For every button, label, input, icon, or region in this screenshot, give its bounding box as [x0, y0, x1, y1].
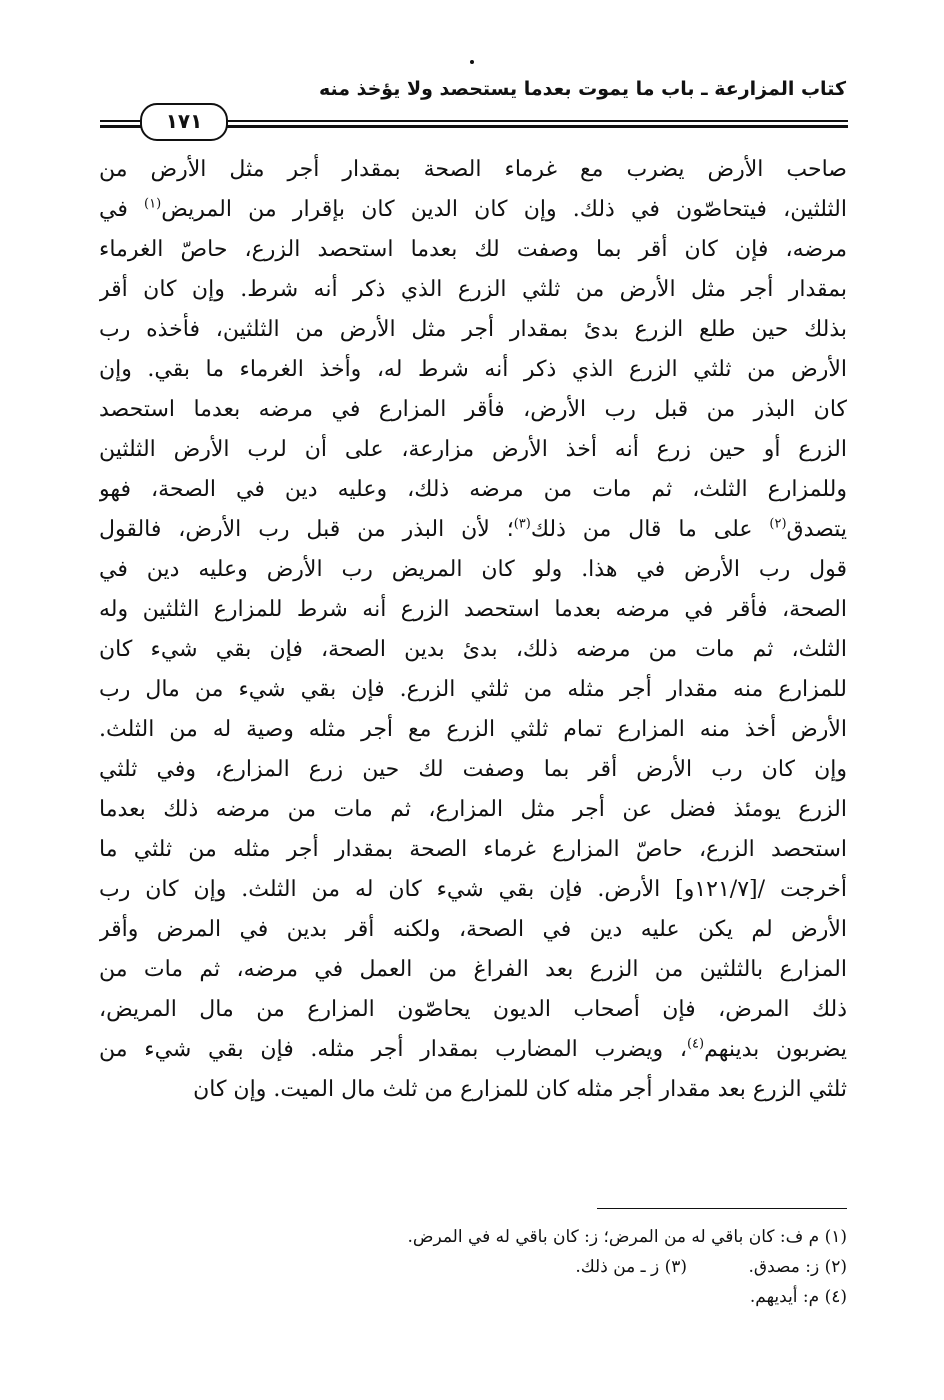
text-line	[99, 630, 847, 670]
footnote-3: (٣) ز ـ من ذلك.	[575, 1257, 688, 1277]
line-text: ثلثي الزرع بعد مقدار أجر مثله كان للمزارع من ثلث مال الميت. وإن كان	[193, 1077, 847, 1102]
footnote-2: (٢) ز: مصدق.	[748, 1257, 847, 1277]
text-line	[99, 350, 847, 390]
text-line	[99, 990, 847, 1030]
line-text: الصحة، فأقر في مرضه بعدما استحصد الزرع أنه شرط للمزارع الثلثين وله	[99, 597, 847, 622]
page-number-badge: ١٧١	[140, 103, 228, 141]
line-text: استحصد الزرع، حاصّ المزارع غرماء الصحة بمقدار أجر مثله من ثلثي ما	[99, 837, 847, 862]
line-text: الثلثين، فيتحاصّون في ذلك. وإن كان الدين كان بإقرار من المريض	[161, 197, 847, 222]
line-text: أخرجت /[١٢١/٧و] الأرض. فإن بقي شيء كان له من الثلث. وإن كان رب	[99, 877, 847, 902]
text-line	[99, 430, 847, 470]
line-text: ذلك المرض، فإن أصحاب الديون يحاصّون المزارع من مال المريض،	[99, 997, 847, 1022]
text-line	[99, 1030, 847, 1070]
footnote-line-2	[287, 1252, 847, 1282]
text-line	[99, 710, 847, 750]
text-line	[99, 790, 847, 830]
text-line	[99, 270, 847, 310]
footnote-4: (٤) م: أيديهم.	[749, 1287, 847, 1307]
header-mark	[470, 60, 474, 64]
line-text: الزرع أو حين زرع أنه أخذ الأرض مزارعة، على أن لرب الأرض الثلثين	[99, 437, 847, 462]
text-line	[99, 550, 847, 590]
line-text: قول رب الأرض في هذا. ولو كان المريض رب الأرض وعليه دين في	[99, 557, 847, 582]
line-text: الثلث، ثم مات من مرضه ذلك، بدئ بدين الصحة، فإن بقي شيء كان	[99, 637, 847, 662]
footnote-line-1	[287, 1222, 847, 1252]
line-text: صاحب الأرض يضرب مع غرماء الصحة بمقدار أجر مثل الأرض من	[99, 157, 847, 182]
text-line	[99, 190, 847, 230]
text-line	[99, 1070, 847, 1110]
text-line	[99, 590, 847, 630]
line-text: للمزارع منه مقدار أجر مثله من ثلثي الزرع. فإن بقي شيء من مال رب	[99, 677, 847, 702]
line-text: الزرع يومئذ فضل عن أجر مثل المزارع، ثم مات من مرضه ذلك بعدما	[99, 797, 847, 822]
line-text: يتصدق	[786, 517, 847, 542]
footnotes-block	[287, 1222, 847, 1312]
line-text-continued: ؛ لأن البذر من قبل رب الأرض، فالقول	[99, 517, 514, 542]
text-line	[99, 950, 847, 990]
text-line	[99, 750, 847, 790]
footnote-separator	[597, 1208, 847, 1209]
line-text-continued: على ما قال من ذلك	[530, 517, 770, 542]
line-text: كان البذر من قبل رب الأرض، فأقر المزارع في مرضه بعدما استحصد	[99, 397, 847, 422]
line-text: بمقدار أجر مثل الأرض من ثلثي الزرع الذي ذكر أنه شرط. وإن كان أقر	[99, 277, 847, 302]
text-line	[99, 470, 847, 510]
line-text: الأرض أخذ منه المزارع تمام ثلثي الزرع مع أجر مثله وصية له من الثلث.	[99, 717, 847, 742]
line-text: المزارع بالثلثين من الزرع بعد الفراغ من العمل في مرضه، ثم مات من	[99, 957, 847, 982]
text-line	[99, 230, 847, 270]
line-text-continued: في	[99, 197, 145, 222]
footnote-marker: (٢)	[769, 516, 787, 532]
text-line	[99, 310, 847, 350]
footnote-marker: (٤)	[686, 1036, 705, 1052]
text-line	[99, 670, 847, 710]
text-line	[99, 510, 847, 550]
line-text: وإن كان رب الأرض أقر بما وصفت لك حين زرع المزارع، وفي ثلثي	[99, 757, 847, 782]
line-text: مرضه، فإن كان أقر بما وصفت لك بعدما استحصد الزرع، حاصّ الغرماء	[99, 237, 847, 262]
line-text: الأرض من ثلثي الزرع الذي ذكر أنه شرط له، وأخذ الغرماء ما بقي. وإن	[99, 357, 847, 382]
text-line	[99, 870, 847, 910]
text-line	[99, 830, 847, 870]
text-line	[99, 910, 847, 950]
text-line	[99, 390, 847, 430]
running-header-title: كتاب المزارعة ـ باب ما يموت بعدما يستحصد ولا يؤخذ منه	[318, 78, 846, 100]
line-text-continued: ، ويضرب المضارب بمقدار أجر مثله. فإن بقي شيء من	[99, 1037, 687, 1062]
line-text: وللمزارع الثلث، ثم مات من مرضه ذلك، وعليه دين في الصحة، فهو	[99, 477, 847, 502]
footnote-marker: (٣)	[513, 516, 531, 532]
footnote-line-3	[287, 1282, 847, 1312]
line-text: يضربون بدينهم	[704, 1037, 847, 1062]
line-text: بذلك حين طلع الزرع بدئ بمقدار أجر مثل الأرض من الثلثين، فأخذه رب	[99, 317, 847, 342]
footnote-marker: (١)	[144, 196, 162, 212]
footnote-1: (١) م ف: كان باقي له من المرض؛ ز: كان باقي له في المرض.	[407, 1227, 847, 1247]
main-text-block	[99, 150, 847, 1110]
text-line	[99, 150, 847, 190]
line-text: الأرض لم يكن عليه دين في الصحة، ولكنه أقر بدين في المرض وأقر	[99, 917, 847, 942]
